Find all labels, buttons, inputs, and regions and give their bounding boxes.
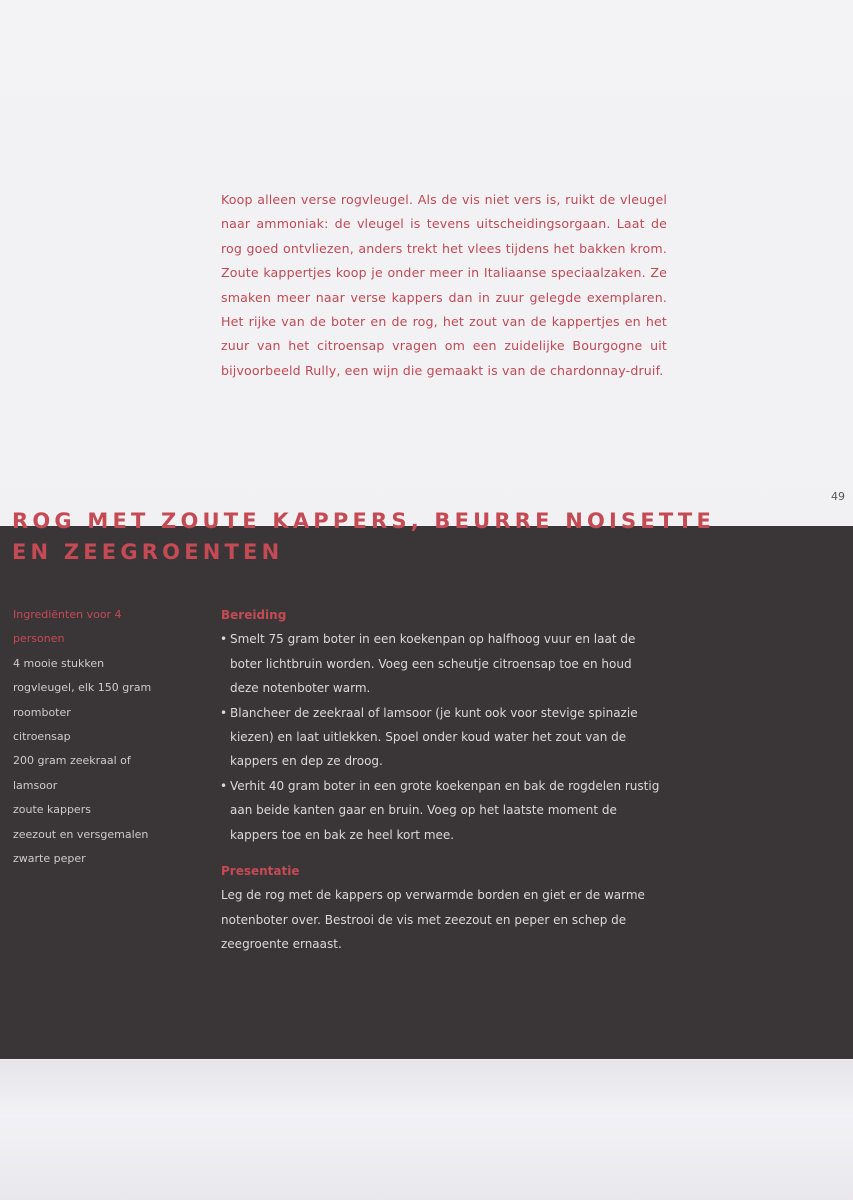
ingredients-heading: Ingrediënten voor 4 personen: [13, 608, 122, 646]
ingredient-item: zoute kappers: [13, 803, 91, 817]
bullet-icon: •: [220, 632, 228, 647]
page-number: 49: [831, 490, 845, 503]
bottom-margin: [0, 1060, 853, 1200]
presentation-text: Leg de rog met de kappers op verwarmde borden en giet er de warme notenboter over. Bestrooi de vis met zeezout en peper en schep de zeegroente ernaast.: [221, 888, 645, 952]
presentation-heading: Presentatie: [221, 864, 300, 879]
intro-paragraph: Koop alleen verse rogvleugel. Als de vis niet vers is, ruikt de vleugel naar ammoniak: de vleugel is tevens uitscheidingsorgaan. Laat de rog goed ontvliezen, anders trekt het vlees tijdens het bakken krom. Zoute kappertjes koop je onder meer in Italiaanse speciaalzaken. Ze smaken meer naar verse kappers dan in zuur gelegde exemplaren. Het rijke van de boter en de rog, het zout van de kappertjes en het zuur van het citroensap vragen om een zuidelijke Bourgogne uit bijvoorbeeld Rully, een wijn die gemaakt is van de chardonnay-druif.: [221, 192, 667, 378]
ingredient-item: 200 gram zeekraal of lamsoor: [13, 754, 131, 792]
ingredient-item: 4 mooie stukken rogvleugel, elk 150 gram: [13, 656, 152, 695]
bullet-icon: •: [220, 705, 228, 720]
preparation-step: [221, 701, 661, 774]
preparation-step-text: Smelt 75 gram boter in een koekenpan op halfhoog vuur en laat de boter lichtbruin worden. Voeg een scheutje citroensap toe en houd deze notenboter warm.: [230, 632, 636, 696]
ingredient-item: citroensap: [13, 730, 71, 744]
preparation-column: [221, 603, 661, 957]
ingredient-item: roomboter: [13, 705, 71, 719]
preparation-step-text: Verhit 40 gram boter in een grote koekenpan en bak de rogdelen rustig aan beide kanten gaar en bruin. Voeg op het laatste moment de kappers toe en bak ze heel kort mee.: [230, 778, 660, 842]
preparation-heading: Bereiding: [221, 608, 287, 622]
preparation-step: [221, 774, 661, 847]
recipe-title: [12, 506, 732, 568]
ingredient-item: zeezout en versgemalen zwarte peper: [13, 827, 149, 866]
bullet-icon: •: [220, 778, 228, 793]
preparation-step: [221, 627, 661, 700]
preparation-step-text: Blancheer de zeekraal of lamsoor (je kunt ook voor stevige spinazie kiezen) en laat uitlekken. Spoel onder koud water het zout van de kappers en dep ze droog.: [230, 705, 638, 769]
recipe-title-line-1: ROG MET ZOUTE KAPPERS, BEURRE NOISETTE: [12, 509, 715, 533]
ingredients-column: [13, 603, 153, 871]
recipe-title-line-2: EN ZEEGROENTEN: [12, 540, 284, 564]
preparation-steps: [221, 627, 661, 847]
